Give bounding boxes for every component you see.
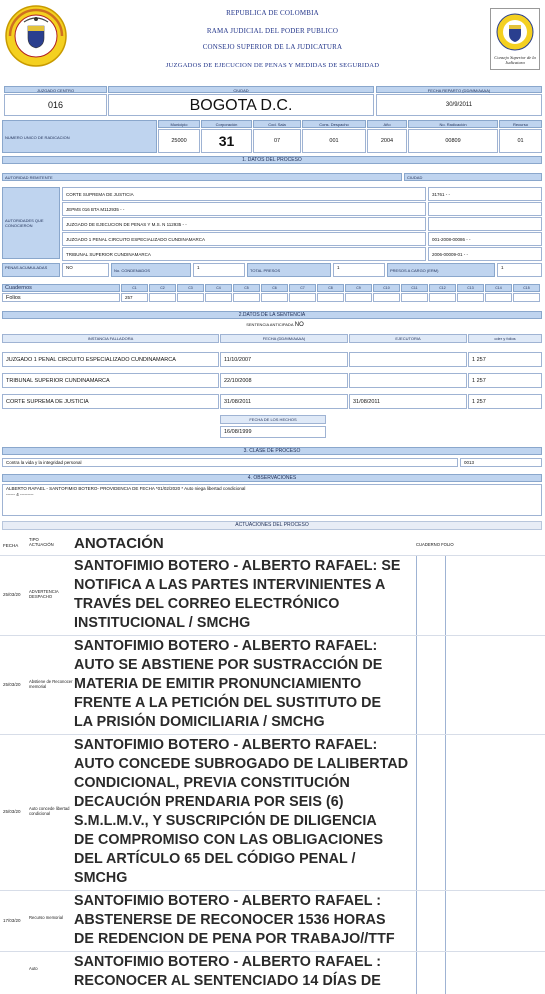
autoridad-remitente-label: AUTORIDAD REMITENTE — [2, 173, 402, 181]
cuaderno-header-9: C10 — [373, 284, 400, 292]
sent-fecha-1: 22/10/2008 — [220, 373, 348, 388]
autoridad-num-4: 2006-00009-01 - - — [428, 247, 542, 261]
sent-col-fecha: FECHA (DD/MM/AAAA) — [220, 334, 348, 343]
actuacion-line: SANTOFIMIO BOTERO - ALBERTO RAFAEL : — [74, 954, 382, 970]
actuacion-separator-2 — [0, 734, 545, 735]
clase-proceso-value: Contra la vida y la integridad personal — [2, 458, 458, 467]
radicacion-value-0: 25000 — [158, 129, 200, 153]
radicacion-value-5: 00809 — [408, 129, 498, 153]
col-anotacion-header: ANOTACIÓN — [74, 535, 164, 552]
cuaderno-header-13: C14 — [485, 284, 512, 292]
observaciones-line-2: ------ 4 --------- — [6, 492, 34, 497]
cuaderno-header-2: C3 — [177, 284, 204, 292]
cuaderno-folio-5 — [261, 293, 288, 302]
ciudad-label: CIUDAD — [108, 86, 374, 93]
radicacion-value-4: 2004 — [367, 129, 407, 153]
radicacion-value-1: 31 — [201, 129, 252, 153]
actuacion-tipo-1: Abstiene de Reconocer memorial — [29, 678, 73, 689]
actuacion-anotacion-1 — [74, 637, 416, 732]
autoridades-conocieron-label: AUTORIDADES QUE CONOCIERON — [2, 187, 60, 259]
cuaderno-header-8: C9 — [345, 284, 372, 292]
actuacion-line: DE COMPROMISO CON LAS OBLIGACIONES — [74, 832, 384, 848]
ciudad-remitente-label: CIUDAD — [404, 173, 542, 181]
section-datos-sentencia: 2.DATOS DE LA SENTENCIA — [2, 311, 542, 319]
cuaderno-folio-3 — [205, 293, 232, 302]
sent-instancia-0: JUZGADO 1 PENAL CIRCUITO ESPECIALIZADO CUNDINAMARCA — [2, 352, 219, 367]
actuacion-separator-3 — [0, 890, 545, 891]
header-line-3: CONSEJO SUPERIOR DE LA JUDICATURA — [202, 43, 343, 51]
cuadernos-label: Cuadernos — [2, 284, 120, 292]
cuaderno-header-4: C5 — [233, 284, 260, 292]
header-line-4: JUZGADOS DE EJECUCION DE PENAS Y MEDIDAS DE SEGURIDAD — [165, 62, 380, 69]
radicacion-header-6: Recurso — [499, 120, 542, 128]
ciudad-value: BOGOTA D.C. — [108, 94, 374, 116]
actuacion-fecha-1: 25/03/20 — [3, 681, 21, 687]
actuacion-col-divider-4 — [416, 952, 417, 994]
condenados-value: 1 — [193, 263, 245, 277]
sent-instancia-1: TRIBUNAL SUPERIOR CUNDINAMARCA — [2, 373, 219, 388]
sent-ejecutoria-2: 31/08/2011 — [349, 394, 467, 409]
juzgado-value: 016 — [4, 94, 107, 116]
col-cuaderno-header: CUADERNO FOLIO — [416, 542, 454, 547]
observaciones-box — [2, 484, 542, 516]
juzgado-label: JUZGADO CENTRO — [4, 86, 107, 93]
actuacion-tipo-0: ADVERTENCIA DESPACHO — [29, 589, 59, 599]
radicacion-header-3: Cons. Despacho — [302, 120, 366, 128]
section-actuaciones: ACTUACIONES DEL PROCESO — [2, 521, 542, 530]
fecha-hechos-label: FECHA DE LOS HECHOS — [220, 415, 326, 424]
folios-label: Folios — [2, 293, 120, 302]
section-datos-proceso: 1. DATOS DEL PROCESO — [2, 156, 542, 164]
cuaderno-folio-10 — [401, 293, 428, 302]
actuacion-line: SANTOFIMIO BOTERO - ALBERTO RAFAEL : — [74, 893, 382, 909]
sent-fecha-0: 11/10/2007 — [220, 352, 348, 367]
autoridad-num-1 — [428, 202, 542, 216]
actuacion-fecha-3: 17/03/20 — [3, 917, 21, 923]
actuacion-tipo-4: Auto — [29, 966, 38, 971]
cuaderno-header-6: C7 — [289, 284, 316, 292]
autoridad-name-2: JUZGADO DE EJECUCION DE PENAS Y M.S. N 112935 - - — [62, 217, 426, 231]
cuaderno-folio-14 — [513, 293, 540, 302]
cuaderno-folio-2 — [177, 293, 204, 302]
radicacion-value-6: 01 — [499, 129, 542, 153]
sentencia-anticipada-label: SENTENCIA ANTICIPADA — [246, 322, 294, 327]
sentencia-anticipada-value: NO — [294, 322, 304, 328]
actuacion-line: AUTO CONCEDE SUBROGADO DE LALIBERTAD — [74, 756, 409, 772]
actuacion-line: RECONOCER AL SENTENCIADO 14 DÍAS DE — [74, 973, 381, 989]
actuacion-line: INSTITUCIONAL / SMCHG — [74, 615, 251, 631]
sent-col-ejecutoria: EJECUTORIA — [349, 334, 467, 343]
autoridad-num-3: 001-2008-00086 - - — [428, 232, 542, 246]
sent-col-instancia: INSTANCIA FALLADORA — [2, 334, 219, 343]
autoridad-name-1: JEPMS 016 BTA M112935 - - — [62, 202, 426, 216]
actuacion-line: FRENTE A LA PETICIÓN DEL SUSTITUTO DE — [74, 695, 382, 711]
sent-folios-1: 1 257 — [468, 373, 542, 388]
cuaderno-header-10: C11 — [401, 284, 428, 292]
actuacion-col-divider-1 — [416, 636, 417, 735]
actuacion-tipo-2: Auto concede libertad condicional — [29, 806, 70, 816]
presos-casa-label: PRESOS A CARGO (ERM) — [387, 263, 495, 277]
autoridad-name-0: CORTE SUPREMA DE JUSTICIA — [62, 187, 426, 201]
autoridad-num-2 — [428, 217, 542, 231]
autoridad-num-0: 31761 - - — [428, 187, 542, 201]
fecha-hechos-value: 16/08/1999 — [220, 426, 326, 438]
actuacion-line: NOTIFICA A LAS PARTES INTERVINIENTES A — [74, 577, 386, 593]
radicacion-header-5: No. Radicación — [408, 120, 498, 128]
actuacion-col-divider-b-4 — [445, 952, 446, 994]
actuacion-line: SMCHG — [74, 870, 128, 886]
actuacion-line: S.M.L.M.V., Y SUSCRIPCIÓN DE DILIGENCIA — [74, 813, 377, 829]
penas-acumuladas-value: NO — [62, 263, 109, 277]
sent-col-folios: cder y folios — [468, 334, 542, 343]
header-line-1: REPUBLICA DE COLOMBIA — [226, 9, 319, 17]
radicacion-value-2: 07 — [253, 129, 301, 153]
actuacion-line: TRAVÉS DEL CORREO ELECTRÓNICO — [74, 596, 340, 612]
cuaderno-folio-11 — [429, 293, 456, 302]
cuaderno-header-0: C1 — [121, 284, 148, 292]
actuacion-line: ABSTENERSE DE RECONOCER 1536 HORAS — [74, 912, 386, 928]
col-tipo-header: TIPO ACTUACIÓN — [29, 537, 54, 547]
actuacion-col-divider-0 — [416, 556, 417, 636]
cuaderno-folio-9 — [373, 293, 400, 302]
actuacion-line: SANTOFIMIO BOTERO - ALBERTO RAFAEL: — [74, 638, 378, 654]
sent-fecha-2: 31/08/2011 — [220, 394, 348, 409]
actuacion-fecha-2: 25/03/20 — [3, 809, 21, 814]
actuacion-line: DECAUCIÓN PRENDARIA POR SEIS (6) — [74, 794, 344, 810]
radicacion-value-3: 001 — [302, 129, 366, 153]
right-seal — [490, 8, 540, 70]
actuacion-anotacion-2 — [74, 736, 416, 888]
left-seal — [4, 4, 68, 68]
section-clase-proceso: 3. CLASE DE PROCESO — [2, 447, 542, 455]
radicacion-header-1: Corporación — [201, 120, 252, 128]
cuaderno-header-14: C15 — [513, 284, 540, 292]
cuaderno-header-3: C4 — [205, 284, 232, 292]
cuaderno-folio-12 — [457, 293, 484, 302]
actuaciones-header — [0, 533, 545, 555]
actuacion-fecha-0: 25/03/20 — [3, 592, 21, 597]
sent-folios-2: 1 257 — [468, 394, 542, 409]
cuaderno-folio-6 — [289, 293, 316, 302]
sent-ejecutoria-0 — [349, 352, 467, 367]
sentencia-anticipada — [230, 322, 320, 328]
fecha-reparto-value: 30/9/2011 — [376, 94, 542, 116]
actuacion-anotacion-4 — [74, 953, 416, 991]
actuacion-line: AUTO SE ABSTIENE POR SUSTRACCIÓN DE — [74, 657, 383, 673]
actuacion-separator-4 — [0, 951, 545, 952]
sent-ejecutoria-1 — [349, 373, 467, 388]
actuacion-line: SANTOFIMIO BOTERO - ALBERTO RAFAEL: SE — [74, 558, 401, 574]
cuaderno-header-11: C12 — [429, 284, 456, 292]
cuaderno-header-5: C6 — [261, 284, 288, 292]
cuaderno-folio-1 — [149, 293, 176, 302]
col-fecha-header: FECHA — [3, 543, 19, 548]
cuaderno-header-1: C2 — [149, 284, 176, 292]
actuacion-line: DE REDENCION DE PENA POR TRABAJO//TTF — [74, 931, 395, 947]
actuacion-separator-1 — [0, 635, 545, 636]
fecha-reparto-label: FECHA REPARTO (DD/MM/AAAA) — [376, 86, 542, 93]
right-seal-caption: Consejo Superior de la Judicatura — [494, 55, 536, 65]
condenados-label: No. CONDENADOS — [111, 263, 191, 277]
actuacion-separator-0 — [0, 555, 545, 556]
observaciones-line-1: ALBERTO RAFAEL - SANTOFIMIO BOTERO- PROVIDENCIA DE FECHA *01/02/2020 * Auto niega libertad condicional — [6, 486, 246, 491]
actuacion-line: LA PRISIÓN DOMICILIARIA / SMCHG — [74, 714, 325, 730]
actuacion-anotacion-0 — [74, 557, 416, 633]
actuacion-col-divider-b-1 — [445, 636, 446, 735]
actuacion-col-divider-3 — [416, 891, 417, 952]
radicacion-label: NUMERO UNICO DE RADICACION — [2, 120, 157, 153]
actuacion-col-divider-b-2 — [445, 735, 446, 891]
total-presos-label: TOTAL PRESOS — [247, 263, 331, 277]
actuacion-line: SANTOFIMIO BOTERO - ALBERTO RAFAEL: — [74, 737, 378, 753]
radicacion-header-2: Cod. Sala — [253, 120, 301, 128]
total-presos-value: 1 — [333, 263, 385, 277]
actuacion-col-divider-b-3 — [445, 891, 446, 952]
cuaderno-folio-7 — [317, 293, 344, 302]
actuacion-col-divider-b-0 — [445, 556, 446, 636]
header-line-2: RAMA JUDICIAL DEL PODER PUBLICO — [206, 27, 339, 35]
cuaderno-folio-8 — [345, 293, 372, 302]
actuacion-line: CONDICIONAL, PREVIA CONSTITUCIÓN — [74, 775, 350, 791]
clase-proceso-code: 0013 — [460, 458, 542, 467]
actuacion-tipo-3: Recurso memorial — [29, 914, 63, 920]
cuaderno-header-7: C8 — [317, 284, 344, 292]
actuacion-anotacion-3 — [74, 892, 416, 949]
cuaderno-folio-13 — [485, 293, 512, 302]
radicacion-header-4: Año — [367, 120, 407, 128]
actuacion-line: MATERIA DE EMITIR PRONUNCIAMIENTO — [74, 676, 362, 692]
radicacion-header-0: Municipio — [158, 120, 200, 128]
presos-casa-value: 1 — [497, 263, 542, 277]
penas-acumuladas-label: PENAS ACUMULADAS — [2, 263, 60, 277]
cuaderno-header-12: C13 — [457, 284, 484, 292]
cuaderno-folio-4 — [233, 293, 260, 302]
actuacion-line: DEL ARTÍCULO 65 DEL CÓDIGO PENAL / — [74, 851, 356, 867]
sent-folios-0: 1 257 — [468, 352, 542, 367]
sent-instancia-2: CORTE SUPREMA DE JUSTICIA — [2, 394, 219, 409]
autoridad-name-3: JUZGADO 1 PENAL CIRCUITO ESPECIALIZADO CUNDINAMARCA — [62, 232, 426, 246]
autoridad-name-4: TRIBUNAL SUPERIOR CUNDINAMARCA — [62, 247, 426, 261]
section-observaciones: 4. OBSERVACIONES — [2, 474, 542, 482]
actuacion-col-divider-2 — [416, 735, 417, 891]
cuaderno-folio-0: 257 — [121, 293, 148, 302]
